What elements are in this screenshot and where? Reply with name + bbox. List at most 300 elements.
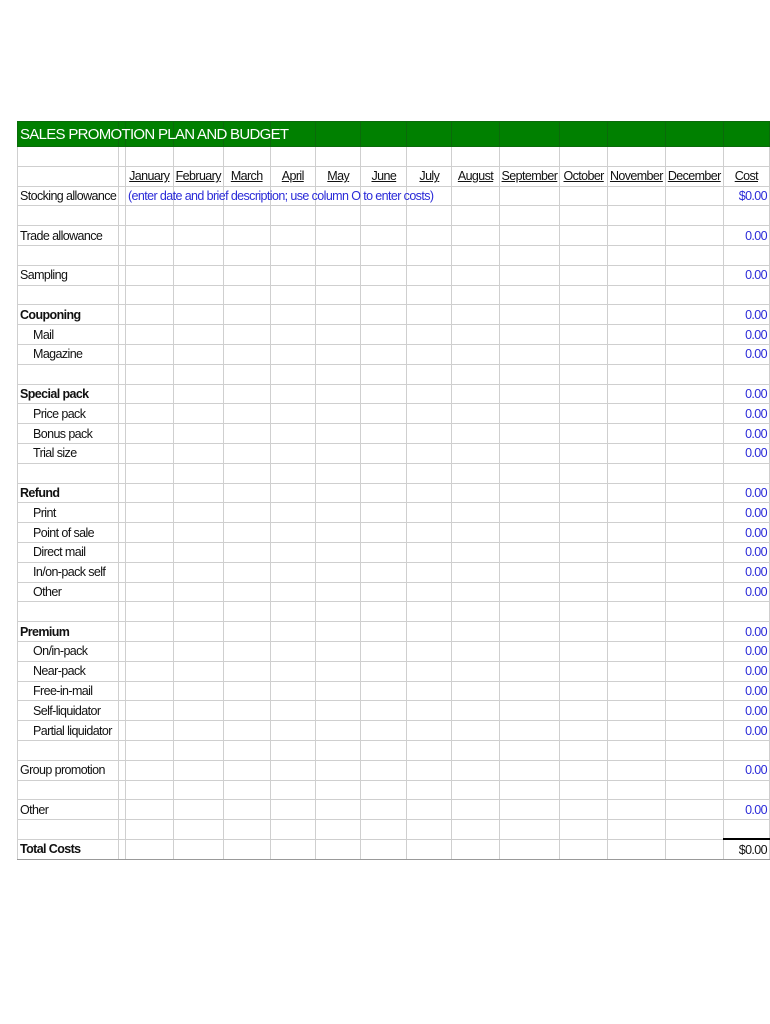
month-cell[interactable] — [407, 503, 452, 523]
month-cell[interactable] — [361, 542, 407, 562]
month-cell[interactable] — [665, 780, 723, 800]
month-cell[interactable] — [173, 325, 223, 345]
month-cell[interactable] — [607, 364, 665, 384]
month-cell[interactable] — [607, 839, 665, 859]
cost-cell[interactable]: 0.00 — [723, 622, 769, 642]
month-cell[interactable] — [125, 721, 173, 741]
month-cell[interactable] — [665, 226, 723, 246]
month-cell[interactable] — [499, 245, 560, 265]
month-cell[interactable] — [560, 226, 608, 246]
cell[interactable] — [315, 147, 360, 167]
month-cell[interactable] — [499, 820, 560, 840]
month-cell[interactable] — [665, 641, 723, 661]
month-cell[interactable] — [223, 344, 270, 364]
month-cell[interactable] — [499, 839, 560, 859]
month-cell[interactable] — [173, 622, 223, 642]
month-cell[interactable] — [361, 681, 407, 701]
month-cell[interactable] — [407, 443, 452, 463]
month-cell[interactable] — [452, 483, 499, 503]
month-cell[interactable] — [361, 641, 407, 661]
row-label[interactable] — [18, 602, 119, 622]
month-cell[interactable] — [361, 305, 407, 325]
month-cell[interactable] — [270, 503, 315, 523]
month-cell[interactable] — [361, 800, 407, 820]
row-label[interactable]: Print — [18, 503, 119, 523]
month-cell[interactable] — [173, 641, 223, 661]
month-cell[interactable] — [315, 265, 360, 285]
cell[interactable] — [499, 147, 560, 167]
month-cell[interactable] — [223, 384, 270, 404]
month-cell[interactable] — [223, 503, 270, 523]
month-header-december[interactable] — [665, 166, 723, 186]
month-cell[interactable] — [499, 206, 560, 226]
month-cell[interactable] — [270, 523, 315, 543]
cell[interactable] — [119, 245, 126, 265]
month-cell[interactable] — [665, 839, 723, 859]
month-cell[interactable] — [173, 245, 223, 265]
month-cell[interactable] — [499, 523, 560, 543]
month-cell[interactable] — [607, 305, 665, 325]
month-cell[interactable] — [173, 602, 223, 622]
month-cell[interactable] — [665, 681, 723, 701]
month-cell[interactable] — [407, 602, 452, 622]
month-cell[interactable] — [560, 404, 608, 424]
month-cell[interactable] — [125, 503, 173, 523]
month-header-july[interactable] — [407, 166, 452, 186]
month-cell[interactable] — [173, 701, 223, 721]
month-cell[interactable] — [560, 265, 608, 285]
month-cell[interactable] — [452, 839, 499, 859]
month-cell[interactable] — [173, 344, 223, 364]
month-cell[interactable] — [499, 622, 560, 642]
month-cell[interactable] — [125, 740, 173, 760]
month-cell[interactable] — [270, 226, 315, 246]
month-cell[interactable] — [125, 463, 173, 483]
month-cell[interactable] — [452, 641, 499, 661]
month-cell[interactable] — [499, 740, 560, 760]
cell[interactable] — [270, 147, 315, 167]
month-cell[interactable] — [499, 265, 560, 285]
month-header-april[interactable] — [270, 166, 315, 186]
row-label[interactable] — [18, 740, 119, 760]
cost-header[interactable] — [723, 166, 769, 186]
cell[interactable] — [119, 166, 126, 186]
month-cell[interactable] — [315, 463, 360, 483]
month-cell[interactable] — [607, 701, 665, 721]
month-cell[interactable] — [125, 404, 173, 424]
month-cell[interactable] — [223, 800, 270, 820]
month-cell[interactable] — [315, 344, 360, 364]
cost-cell[interactable]: 0.00 — [723, 721, 769, 741]
row-label[interactable]: Other — [18, 582, 119, 602]
month-header-january[interactable] — [125, 166, 173, 186]
month-cell[interactable] — [665, 344, 723, 364]
month-cell[interactable] — [361, 780, 407, 800]
month-cell[interactable] — [361, 820, 407, 840]
month-cell[interactable] — [607, 820, 665, 840]
cost-cell[interactable] — [723, 602, 769, 622]
month-cell[interactable] — [560, 483, 608, 503]
month-cell[interactable] — [607, 602, 665, 622]
cost-cell[interactable] — [723, 780, 769, 800]
month-cell[interactable] — [452, 463, 499, 483]
month-cell[interactable] — [665, 800, 723, 820]
month-cell[interactable] — [560, 186, 608, 206]
cost-cell[interactable]: 0.00 — [723, 542, 769, 562]
month-cell[interactable] — [407, 265, 452, 285]
month-cell[interactable] — [173, 483, 223, 503]
cost-cell[interactable]: 0.00 — [723, 681, 769, 701]
month-cell[interactable] — [270, 424, 315, 444]
month-cell[interactable] — [560, 641, 608, 661]
month-cell[interactable] — [407, 740, 452, 760]
month-cell[interactable] — [407, 562, 452, 582]
month-cell[interactable] — [125, 602, 173, 622]
month-cell[interactable] — [499, 562, 560, 582]
cell[interactable] — [119, 364, 126, 384]
month-cell[interactable] — [407, 681, 452, 701]
month-cell[interactable] — [361, 602, 407, 622]
month-cell[interactable] — [315, 641, 360, 661]
month-cell[interactable] — [173, 681, 223, 701]
month-cell[interactable] — [315, 424, 360, 444]
month-cell[interactable] — [223, 226, 270, 246]
cell[interactable] — [499, 122, 560, 147]
month-cell[interactable] — [315, 681, 360, 701]
month-cell[interactable] — [560, 562, 608, 582]
month-cell[interactable] — [173, 523, 223, 543]
month-cell[interactable] — [665, 523, 723, 543]
cost-cell[interactable]: $0.00 — [723, 186, 769, 206]
month-cell[interactable] — [452, 404, 499, 424]
month-cell[interactable] — [499, 681, 560, 701]
month-cell[interactable] — [361, 325, 407, 345]
cost-cell[interactable]: 0.00 — [723, 661, 769, 681]
month-cell[interactable] — [665, 404, 723, 424]
month-cell[interactable] — [173, 760, 223, 780]
month-cell[interactable] — [173, 285, 223, 305]
cost-cell[interactable]: 0.00 — [723, 325, 769, 345]
month-cell[interactable] — [560, 503, 608, 523]
month-cell[interactable] — [560, 443, 608, 463]
month-cell[interactable] — [407, 523, 452, 543]
month-cell[interactable] — [270, 443, 315, 463]
month-cell[interactable] — [607, 523, 665, 543]
month-cell[interactable] — [315, 245, 360, 265]
month-cell[interactable] — [223, 661, 270, 681]
month-cell[interactable] — [665, 701, 723, 721]
month-cell[interactable] — [315, 325, 360, 345]
month-cell[interactable] — [607, 424, 665, 444]
cell[interactable] — [119, 443, 126, 463]
month-cell[interactable] — [315, 622, 360, 642]
month-cell[interactable] — [361, 245, 407, 265]
row-label[interactable]: Sampling — [18, 265, 119, 285]
month-header-october[interactable] — [560, 166, 608, 186]
row-label[interactable]: Refund — [18, 483, 119, 503]
row-label[interactable] — [18, 245, 119, 265]
month-cell[interactable] — [499, 463, 560, 483]
cell[interactable] — [119, 226, 126, 246]
month-cell[interactable] — [499, 285, 560, 305]
month-cell[interactable] — [560, 721, 608, 741]
cost-cell[interactable]: 0.00 — [723, 641, 769, 661]
month-cell[interactable] — [665, 622, 723, 642]
cost-cell[interactable]: 0.00 — [723, 305, 769, 325]
month-cell[interactable] — [223, 542, 270, 562]
month-cell[interactable] — [665, 325, 723, 345]
row-label[interactable] — [18, 364, 119, 384]
cell[interactable] — [119, 384, 126, 404]
month-cell[interactable] — [607, 384, 665, 404]
month-cell[interactable] — [173, 562, 223, 582]
month-cell[interactable] — [361, 226, 407, 246]
month-cell[interactable] — [125, 364, 173, 384]
month-cell[interactable] — [315, 820, 360, 840]
cell[interactable] — [607, 122, 665, 147]
month-cell[interactable] — [223, 404, 270, 424]
month-cell[interactable] — [452, 562, 499, 582]
month-cell[interactable] — [270, 622, 315, 642]
month-cell[interactable] — [407, 701, 452, 721]
month-cell[interactable] — [499, 582, 560, 602]
cell[interactable] — [361, 147, 407, 167]
month-cell[interactable] — [665, 503, 723, 523]
cell[interactable] — [407, 122, 452, 147]
month-cell[interactable] — [315, 701, 360, 721]
month-cell[interactable] — [560, 344, 608, 364]
month-cell[interactable] — [499, 443, 560, 463]
month-cell[interactable] — [607, 721, 665, 741]
month-cell[interactable] — [315, 503, 360, 523]
row-label[interactable]: Free-in-mail — [18, 681, 119, 701]
month-cell[interactable] — [452, 503, 499, 523]
cost-cell[interactable]: 0.00 — [723, 424, 769, 444]
cell[interactable] — [119, 641, 126, 661]
month-cell[interactable] — [560, 800, 608, 820]
month-cell[interactable] — [125, 305, 173, 325]
month-cell[interactable] — [270, 681, 315, 701]
month-cell[interactable] — [407, 582, 452, 602]
month-cell[interactable] — [223, 523, 270, 543]
month-cell[interactable] — [665, 542, 723, 562]
month-cell[interactable] — [125, 661, 173, 681]
month-cell[interactable] — [270, 740, 315, 760]
month-cell[interactable] — [665, 740, 723, 760]
month-header-november[interactable] — [607, 166, 665, 186]
month-cell[interactable] — [361, 384, 407, 404]
month-cell[interactable] — [223, 721, 270, 741]
month-cell[interactable] — [499, 503, 560, 523]
cell[interactable] — [452, 147, 499, 167]
month-cell[interactable] — [315, 384, 360, 404]
month-cell[interactable] — [560, 582, 608, 602]
cell[interactable] — [119, 206, 126, 226]
month-cell[interactable] — [315, 285, 360, 305]
month-cell[interactable] — [499, 602, 560, 622]
month-cell[interactable] — [407, 721, 452, 741]
cell[interactable] — [119, 463, 126, 483]
cost-cell[interactable] — [723, 245, 769, 265]
month-cell[interactable] — [452, 245, 499, 265]
row-label[interactable]: Other — [18, 800, 119, 820]
month-cell[interactable] — [452, 285, 499, 305]
cost-cell[interactable]: 0.00 — [723, 800, 769, 820]
month-cell[interactable] — [452, 820, 499, 840]
month-cell[interactable] — [125, 839, 173, 859]
row-label[interactable]: On/in-pack — [18, 641, 119, 661]
row-label[interactable]: In/on-pack self — [18, 562, 119, 582]
month-cell[interactable] — [270, 265, 315, 285]
month-cell[interactable] — [607, 661, 665, 681]
cell[interactable] — [119, 681, 126, 701]
month-cell[interactable] — [315, 760, 360, 780]
month-cell[interactable] — [665, 820, 723, 840]
cell[interactable] — [119, 344, 126, 364]
month-cell[interactable] — [173, 364, 223, 384]
month-cell[interactable] — [223, 206, 270, 226]
month-cell[interactable] — [499, 701, 560, 721]
month-cell[interactable] — [223, 760, 270, 780]
cell[interactable] — [361, 122, 407, 147]
month-cell[interactable] — [173, 740, 223, 760]
month-cell[interactable] — [560, 839, 608, 859]
cell[interactable] — [119, 483, 126, 503]
month-cell[interactable] — [665, 602, 723, 622]
month-cell[interactable] — [361, 265, 407, 285]
month-cell[interactable] — [499, 661, 560, 681]
month-cell[interactable] — [452, 800, 499, 820]
month-cell[interactable] — [315, 226, 360, 246]
month-cell[interactable] — [499, 760, 560, 780]
month-cell[interactable] — [270, 305, 315, 325]
month-cell[interactable] — [270, 602, 315, 622]
month-cell[interactable] — [125, 344, 173, 364]
row-label[interactable]: Special pack — [18, 384, 119, 404]
month-cell[interactable] — [607, 206, 665, 226]
cell[interactable] — [723, 122, 769, 147]
month-cell[interactable] — [560, 424, 608, 444]
cell[interactable] — [407, 147, 452, 167]
cell[interactable] — [665, 147, 723, 167]
month-cell[interactable] — [361, 285, 407, 305]
month-cell[interactable] — [125, 800, 173, 820]
cell[interactable] — [315, 122, 360, 147]
month-cell[interactable] — [173, 721, 223, 741]
month-cell[interactable] — [452, 226, 499, 246]
month-cell[interactable] — [665, 463, 723, 483]
month-cell[interactable] — [270, 542, 315, 562]
cell[interactable] — [119, 740, 126, 760]
month-cell[interactable] — [607, 186, 665, 206]
cost-cell[interactable]: 0.00 — [723, 404, 769, 424]
month-cell[interactable] — [270, 206, 315, 226]
cell[interactable] — [119, 305, 126, 325]
month-cell[interactable] — [665, 661, 723, 681]
month-cell[interactable] — [560, 622, 608, 642]
month-cell[interactable] — [407, 206, 452, 226]
month-cell[interactable] — [270, 344, 315, 364]
month-cell[interactable] — [361, 562, 407, 582]
month-cell[interactable] — [125, 325, 173, 345]
month-cell[interactable] — [452, 701, 499, 721]
month-cell[interactable] — [173, 503, 223, 523]
month-cell[interactable] — [665, 285, 723, 305]
cell[interactable] — [119, 839, 126, 859]
month-cell[interactable] — [173, 305, 223, 325]
month-cell[interactable] — [173, 661, 223, 681]
month-cell[interactable] — [315, 780, 360, 800]
cost-cell[interactable] — [723, 820, 769, 840]
month-cell[interactable] — [223, 740, 270, 760]
month-cell[interactable] — [315, 602, 360, 622]
month-cell[interactable] — [665, 364, 723, 384]
month-cell[interactable] — [173, 463, 223, 483]
month-cell[interactable] — [665, 384, 723, 404]
row-label[interactable] — [18, 285, 119, 305]
month-cell[interactable] — [223, 483, 270, 503]
month-cell[interactable] — [607, 463, 665, 483]
month-cell[interactable] — [125, 542, 173, 562]
month-cell[interactable] — [665, 443, 723, 463]
month-cell[interactable] — [361, 523, 407, 543]
cost-cell[interactable]: 0.00 — [723, 503, 769, 523]
month-cell[interactable] — [361, 443, 407, 463]
month-cell[interactable] — [223, 641, 270, 661]
month-cell[interactable] — [173, 800, 223, 820]
month-cell[interactable] — [499, 483, 560, 503]
month-cell[interactable] — [407, 760, 452, 780]
row-label[interactable]: Bonus pack — [18, 424, 119, 444]
month-cell[interactable] — [223, 839, 270, 859]
month-cell[interactable] — [361, 364, 407, 384]
month-cell[interactable] — [452, 661, 499, 681]
month-cell[interactable] — [315, 661, 360, 681]
month-cell[interactable] — [315, 305, 360, 325]
month-cell[interactable] — [499, 344, 560, 364]
month-cell[interactable] — [407, 285, 452, 305]
month-cell[interactable] — [499, 424, 560, 444]
month-cell[interactable] — [407, 364, 452, 384]
month-cell[interactable] — [125, 622, 173, 642]
month-cell[interactable] — [407, 483, 452, 503]
row-label[interactable]: Partial liquidator — [18, 721, 119, 741]
month-cell[interactable] — [560, 364, 608, 384]
month-cell[interactable] — [315, 721, 360, 741]
month-cell[interactable] — [665, 582, 723, 602]
month-cell[interactable] — [361, 622, 407, 642]
month-cell[interactable] — [361, 582, 407, 602]
month-cell[interactable] — [452, 344, 499, 364]
month-cell[interactable] — [125, 760, 173, 780]
month-cell[interactable] — [407, 424, 452, 444]
month-cell[interactable] — [173, 780, 223, 800]
month-cell[interactable] — [270, 245, 315, 265]
month-cell[interactable] — [173, 582, 223, 602]
month-cell[interactable] — [223, 265, 270, 285]
cost-cell[interactable] — [723, 206, 769, 226]
month-cell[interactable] — [407, 641, 452, 661]
month-cell[interactable] — [315, 206, 360, 226]
month-cell[interactable] — [270, 463, 315, 483]
month-cell[interactable] — [315, 582, 360, 602]
month-cell[interactable] — [125, 226, 173, 246]
month-cell[interactable] — [173, 404, 223, 424]
month-cell[interactable] — [607, 760, 665, 780]
month-cell[interactable] — [665, 424, 723, 444]
month-cell[interactable] — [452, 542, 499, 562]
month-cell[interactable] — [407, 384, 452, 404]
